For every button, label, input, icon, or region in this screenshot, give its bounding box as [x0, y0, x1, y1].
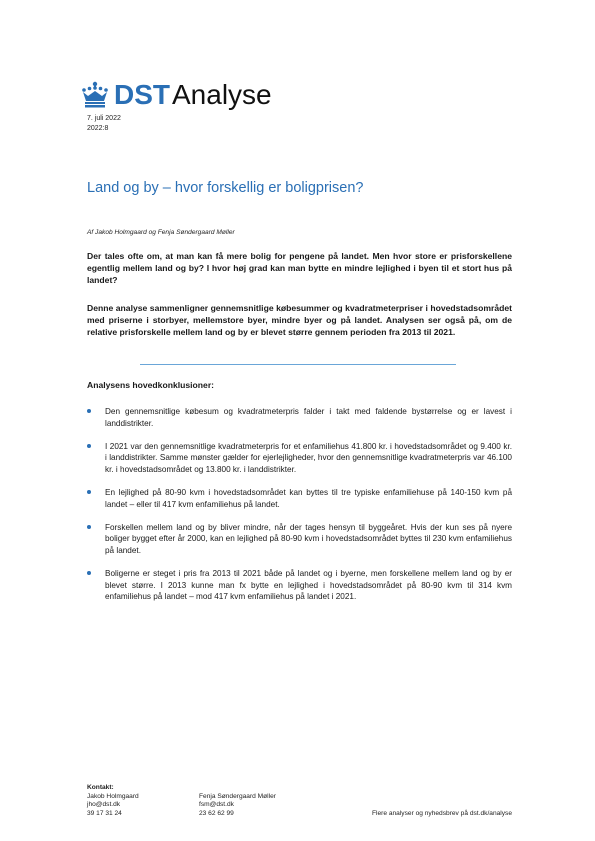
list-item [87, 406, 512, 429]
bullet-icon [87, 490, 91, 494]
list-item [87, 441, 512, 476]
contact-phone: 39 17 31 24 [87, 810, 122, 818]
bullet-icon [87, 409, 91, 413]
contact-fenja [199, 793, 276, 819]
contact-email[interactable]: jho@dst.dk [87, 801, 121, 809]
list-item [87, 487, 512, 510]
bullet-icon [87, 525, 91, 529]
contact-name: Jakob Holmgaard [87, 792, 139, 800]
list-item-text: Boligerne er steget i pris fra 2013 til 2021 både på landet og i byerne, men forskellene mellem land og by er blevet større. I 2013 kunne man fx bytte en lejlighed i hovedstadsområdet på 80-90 kvm til 314 kvm enfamiliehus på landet – mod 417 kvm enfamiliehus på landet i 2021. [105, 568, 512, 602]
issue-number: 2022:8 [87, 125, 109, 132]
contact-heading: Kontakt: [87, 784, 114, 791]
conclusions-heading: Analysens hovedkonklusioner: [87, 380, 215, 390]
publication-meta [87, 114, 121, 134]
contact-jakob [87, 793, 139, 819]
contact-email[interactable]: fsm@dst.dk [199, 801, 234, 809]
publication-date: 7. juli 2022 [87, 115, 121, 122]
page-title: Land og by – hvor forskellig er boligprisen? [87, 180, 364, 196]
logo-dst-text: DST [114, 79, 170, 110]
list-item [87, 568, 512, 603]
list-item [87, 522, 512, 557]
list-item-text: I 2021 var den gennemsnitlige kvadratmeterpris for et enfamiliehus 41.800 kr. i hovedstadsområdet og 9.400 kr. i landdistrikter. Samme mønster gælder for ejerlejligheder, hvor den gennemsnitlige kvadratmeterpris var 46.100 kr. i hovedstadsområdet og 13.800 kr. i landdistrikter. [105, 441, 512, 474]
list-item-text: En lejlighed på 80-90 kvm i hovedstadsområdet kan byttes til tre typiske enfamiliehuse på 140-150 kvm på landet – eller til 417 kvm enfamiliehus på landet. [105, 487, 512, 509]
bullet-icon [87, 444, 91, 448]
lead-paragraph-2: Denne analyse sammenligner gennemsnitlige købesummer og kvadratmeterpriser i hovedstadsområdet med priserne i storbyer, mellemstore byer, mindre byer og på landet. Analysen ser også på, om de relative prisforskelle mellem land og by er blevet større gennem perioden fra 2013 til 2021. [87, 303, 512, 338]
list-item-text: Forskellen mellem land og by bliver mindre, når der tages hensyn til byggeåret. Hvis der kun ses på nyere boliger bygget efter år 2000, kan en lejlighed på 80-90 kvm i hovedstadsområdet byttes til 230 kvm enfamiliehus på landet. [105, 522, 512, 555]
contact-phone: 23 62 62 99 [199, 810, 234, 818]
list-item-text: Den gennemsnitlige købesum og kvadratmeterpris falder i takt med faldende bystørrelse og er lavest i landdistrikter. [105, 407, 512, 428]
crown-icon [80, 81, 110, 109]
contact-name: Fenja Søndergaard Møller [199, 792, 276, 800]
bullet-icon [87, 571, 91, 575]
conclusions-list [87, 406, 512, 614]
contact-footer [87, 784, 512, 818]
lead-paragraph-1: Der tales ofte om, at man kan få mere bolig for pengene på landet. Men hvor store er prisforskellene egentlig mellem land og by? I hvor høj grad kan man bytte en mindre lejlighed i byen til et stort hus på landet? [87, 251, 512, 286]
logo-analyse-text: Analyse [172, 79, 272, 110]
newsletter-link[interactable]: Flere analyser og nyhedsbrev på dst.dk/analyse [371, 810, 512, 817]
authors-line: Af Jakob Holmgaard og Fenja Søndergaard Møller [87, 229, 235, 236]
section-divider [140, 364, 456, 365]
dst-analyse-logo [80, 78, 272, 112]
